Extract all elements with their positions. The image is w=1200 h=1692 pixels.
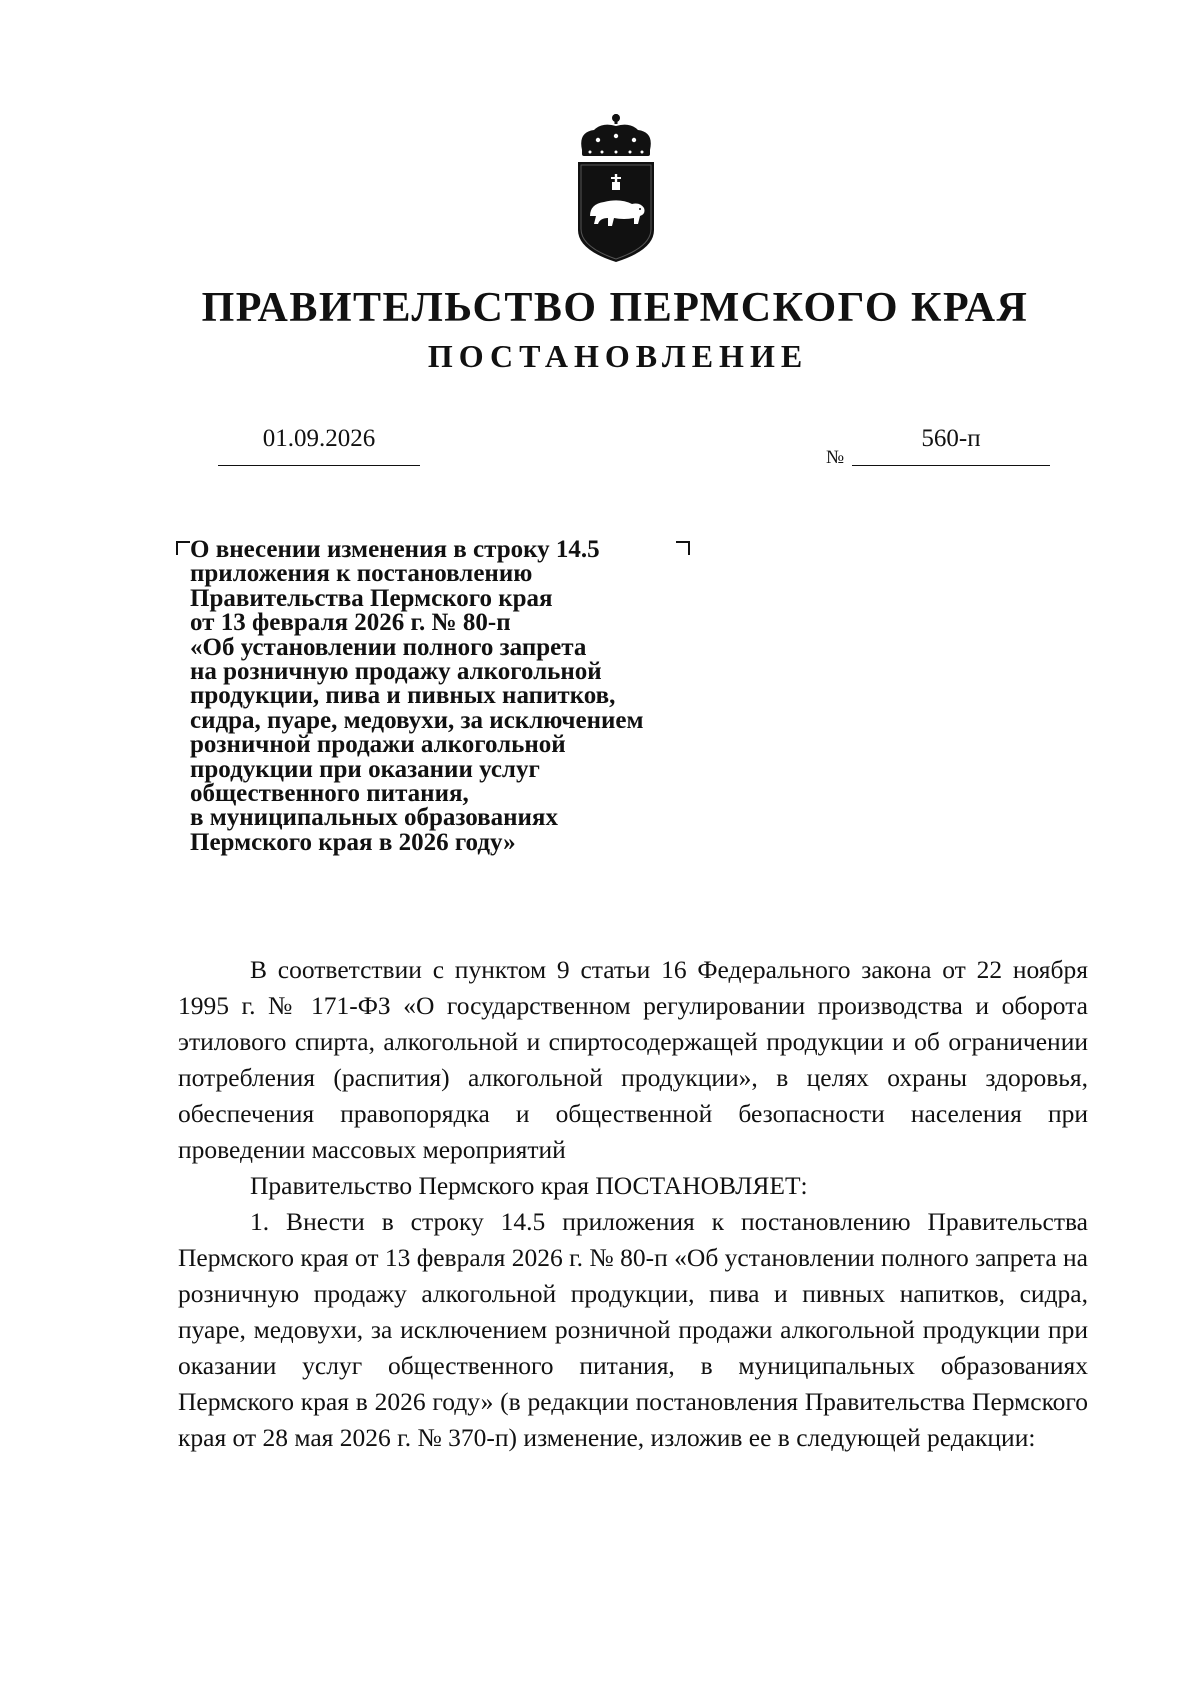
subject-line: продукции при оказании услуг bbox=[190, 755, 540, 783]
subject-line: «Об установлении полного запрета bbox=[190, 633, 587, 661]
document-body bbox=[178, 952, 1088, 1456]
organization-title: ПРАВИТЕЛЬСТВО ПЕРМСКОГО КРАЯ bbox=[201, 285, 1029, 331]
date-value: 01.09.2026 bbox=[262, 425, 376, 452]
number-field bbox=[852, 425, 1050, 466]
number-value: 560-п bbox=[921, 425, 981, 452]
preamble-paragraph: В соответствии с пунктом 9 статьи 16 Федерального закона от 22 ноября 1995 г. № 171-ФЗ «О государственном регулировании производства и оборота этилового спирта, алкогольной и спиртосодержащей продукции и об ограничении потребления (распития) алкогольной продукции», в целях охраны здоровья, обеспечения правопорядка и общественной безопасности населения при проведении массовых мероприятий bbox=[178, 955, 1088, 1164]
subject-line: продукции, пива и пивных напитков, bbox=[190, 682, 616, 710]
date-field bbox=[218, 425, 420, 466]
subject-title bbox=[190, 538, 750, 855]
subject-line: в муниципальных образованиях bbox=[190, 804, 558, 832]
coat-of-arms-icon bbox=[568, 112, 664, 264]
number-label: № bbox=[826, 447, 845, 468]
subject-line: на розничную продажу алкогольной bbox=[190, 658, 602, 686]
subject-line: приложения к постановлению bbox=[190, 560, 533, 588]
subject-line: от 13 февраля 2026 г. № 80-п bbox=[190, 609, 511, 637]
subject-line: общественного питания, bbox=[190, 780, 469, 808]
subject-line: розничной продажи алкогольной bbox=[190, 731, 566, 759]
subject-line: Правительства Пермского края bbox=[190, 584, 553, 612]
item-1-paragraph: 1. Внести в строку 14.5 приложения к постановлению Правительства Пермского края от 13 февраля 2026 г. № 80-п «Об установлении полного запрета на розничную продажу алкогольной продукции, пива и пивных напитков, сидра, пуаре, медовухи, за исключением розничной продажи алкогольной продукции при оказании услуг общественного питания, в муниципальных образованиях Пермского края в 2026 году» (в редакции постановления Правительства Пермского края от 28 мая 2026 г. № 370-п) изменение, изложив ее в следующей редакции: bbox=[178, 1207, 1088, 1452]
subject-line: сидра, пуаре, медовухи, за исключением bbox=[190, 706, 644, 734]
subject-line: О внесении изменения в строку 14.5 bbox=[190, 536, 600, 563]
document-type: ПОСТАНОВЛЕНИЕ bbox=[427, 338, 809, 374]
resolution-paragraph: Правительство Пермского края ПОСТАНОВЛЯЕТ: bbox=[250, 1171, 808, 1200]
subject-line: Пермского края в 2026 году» bbox=[190, 828, 516, 856]
subject-bracket-left bbox=[176, 541, 190, 555]
